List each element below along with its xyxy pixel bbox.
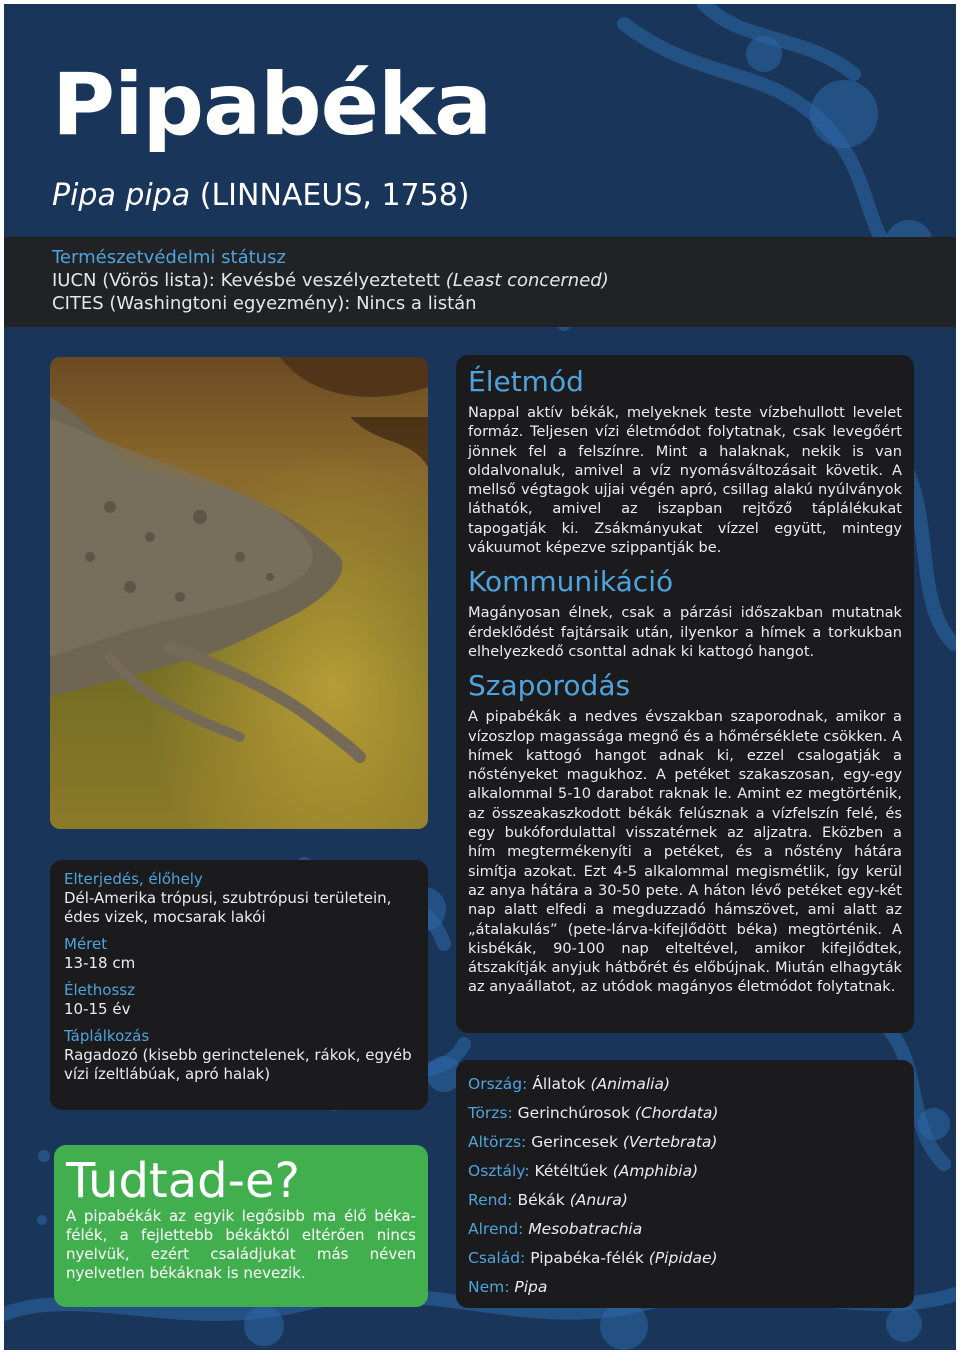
fact-value-diet: Ragadozó (kisebb gerinctelenek, rákok, egyéb vízi ízeltlábúak, apró halak) <box>64 1046 412 1083</box>
taxonomy-name: Pipabéka-félék <box>530 1249 644 1267</box>
did-you-know-box <box>54 1145 428 1307</box>
taxonomy-rank: Altörzs: <box>468 1133 527 1151</box>
taxonomy-latin: (Amphibia) <box>612 1162 699 1180</box>
taxonomy-row-subphylum <box>468 1128 902 1157</box>
taxonomy-name: Állatok <box>532 1075 586 1093</box>
conservation-status-band <box>4 237 956 327</box>
did-you-know-text: A pipabékák az egyik legősibb ma élő béka-félék, a fejlettebb békáktól eltérően nincs nyelvük, ezért családjukat más néven nyelvetlen békáknak is nevezik. <box>66 1207 416 1282</box>
iucn-status-text: IUCN (Vörös lista): Kevésbé veszélyeztetett <box>52 270 446 291</box>
taxonomy-name: Gerincesek <box>531 1133 618 1151</box>
taxonomy-rank: Ország: <box>468 1075 528 1093</box>
taxonomy-latin: Mesobatrachia <box>528 1220 643 1238</box>
taxonomy-latin: (Pipidae) <box>648 1249 718 1267</box>
fact-label-distribution: Elterjedés, élőhely <box>64 870 203 888</box>
taxonomy-row-genus <box>468 1273 902 1302</box>
section-heading-reproduction: Szaporodás <box>468 669 631 703</box>
taxonomy-name: Békák <box>517 1191 565 1209</box>
facts-box <box>50 860 428 1110</box>
fact-label-size: Méret <box>64 935 108 953</box>
taxonomy-box <box>456 1060 914 1308</box>
scientific-name <box>52 178 470 213</box>
taxonomy-latin: (Vertebrata) <box>622 1133 718 1151</box>
taxonomy-name: Kétéltűek <box>534 1162 608 1180</box>
iucn-status-english: (Least concerned) <box>445 270 609 291</box>
poster <box>4 4 956 1350</box>
taxonomy-rank: Alrend: <box>468 1220 524 1238</box>
species-binomial: Pipa pipa <box>52 178 191 213</box>
taxonomy-rank: Osztály: <box>468 1162 530 1180</box>
section-heading-communication: Kommunikáció <box>468 565 674 599</box>
fact-value-distribution: Dél-Amerika trópusi, szubtrópusi területein, édes vizek, mocsarak lakói <box>64 889 392 926</box>
taxonomy-rank: Család: <box>468 1249 526 1267</box>
taxonomy-rank: Nem: <box>468 1278 510 1296</box>
section-heading-lifestyle: Életmód <box>468 365 584 398</box>
page-title: Pipabéka <box>52 55 492 155</box>
taxonomy-latin: (Animalia) <box>590 1075 671 1093</box>
section-text-reproduction: A pipabékák a nedves évszakban szaporodnak, amikor a vízoszlop magassága megnő és a hőmérséklete csökken. A hímek kattogó hangot adnak ki, ezzel csalogatják a nőstényeket magukhoz. A petéket szakaszosan, egy-egy alkalommal 5-10 darabot raknak le. Amint ez megtörténik, az összeakaszkodott békák felúsznak a vízfelszín felé, és egy bukófordulattal visszatérnek az aljzatra. Eközben a hím megtermékenyíti a petéket, és a nőstény hátára simítja azokat. Ezt 4-5 alkalommal megismétlik, így kerül az anya hátára a 30-50 pete. A háton lévő petéket egy-két nap alatt elfedi a megduzzadó hámszövet, ami alatt az „átalakulás” (pete-lárva-kifejlődött béka) megtörténik. A kisbékák, 90-100 nap elteltével, amikor kifejlődtek, átszakítják anyjuk hátbőrét és előbújnak. Miután elhagyták az anyaállatot, az utódok magányos életmódot folytatnak. <box>468 708 902 996</box>
cites-status: CITES (Washingtoni egyezmény): Nincs a listán <box>52 293 477 314</box>
taxonomy-name: Gerinchúrosok <box>517 1104 630 1122</box>
fact-label-lifespan: Élethossz <box>64 981 135 999</box>
fact-value-lifespan: 10-15 év <box>64 1000 131 1018</box>
did-you-know-heading: Tudtad-e? <box>66 1153 300 1209</box>
taxonomy-row-suborder <box>468 1215 902 1244</box>
section-text-lifestyle: Nappal aktív békák, melyeknek teste vízbehullott levelet formáz. Teljesen vízi életmódot folytatnak, csak levegőért jönnek fel a felszínre. Mint a halaknak, nekik is van oldalvonaluk, amivel a víz nyomásváltozásait követik. A mellső végtagok ujjai végén apró, csillag alakú nyúlványok láthatók, amivel az iszapban rejtőző táplálékukat tapogatják ki. Zsákmányukat vízzel együtt, mintegy vákuumot képezve szippantják be. <box>468 404 902 557</box>
fact-label-diet: Táplálkozás <box>64 1027 150 1045</box>
taxonomy-row-order <box>468 1186 902 1215</box>
section-text-communication: Magányosan élnek, csak a párzási időszakban mutatnak érdeklődést fajtársaik után, ilyenkor a hímek a torkukban elhelyezkedő csonttal adnak ki kattogó hangot. <box>468 604 902 660</box>
taxonomy-row-phylum <box>468 1099 902 1128</box>
description-box <box>456 355 914 1033</box>
species-author-year: (LINNAEUS, 1758) <box>199 178 470 213</box>
taxonomy-latin: Pipa <box>514 1278 548 1296</box>
taxonomy-row-class <box>468 1157 902 1186</box>
frog-photo <box>50 357 428 829</box>
taxonomy-latin: (Chordata) <box>634 1104 719 1122</box>
taxonomy-rank: Törzs: <box>468 1104 513 1122</box>
taxonomy-row-kingdom <box>468 1070 902 1099</box>
taxonomy-latin: (Anura) <box>569 1191 628 1209</box>
taxonomy-rank: Rend: <box>468 1191 513 1209</box>
status-heading: Természetvédelmi státusz <box>52 247 286 268</box>
taxonomy-row-family <box>468 1244 902 1273</box>
fact-value-size: 13-18 cm <box>64 954 136 972</box>
iucn-status <box>52 269 609 292</box>
